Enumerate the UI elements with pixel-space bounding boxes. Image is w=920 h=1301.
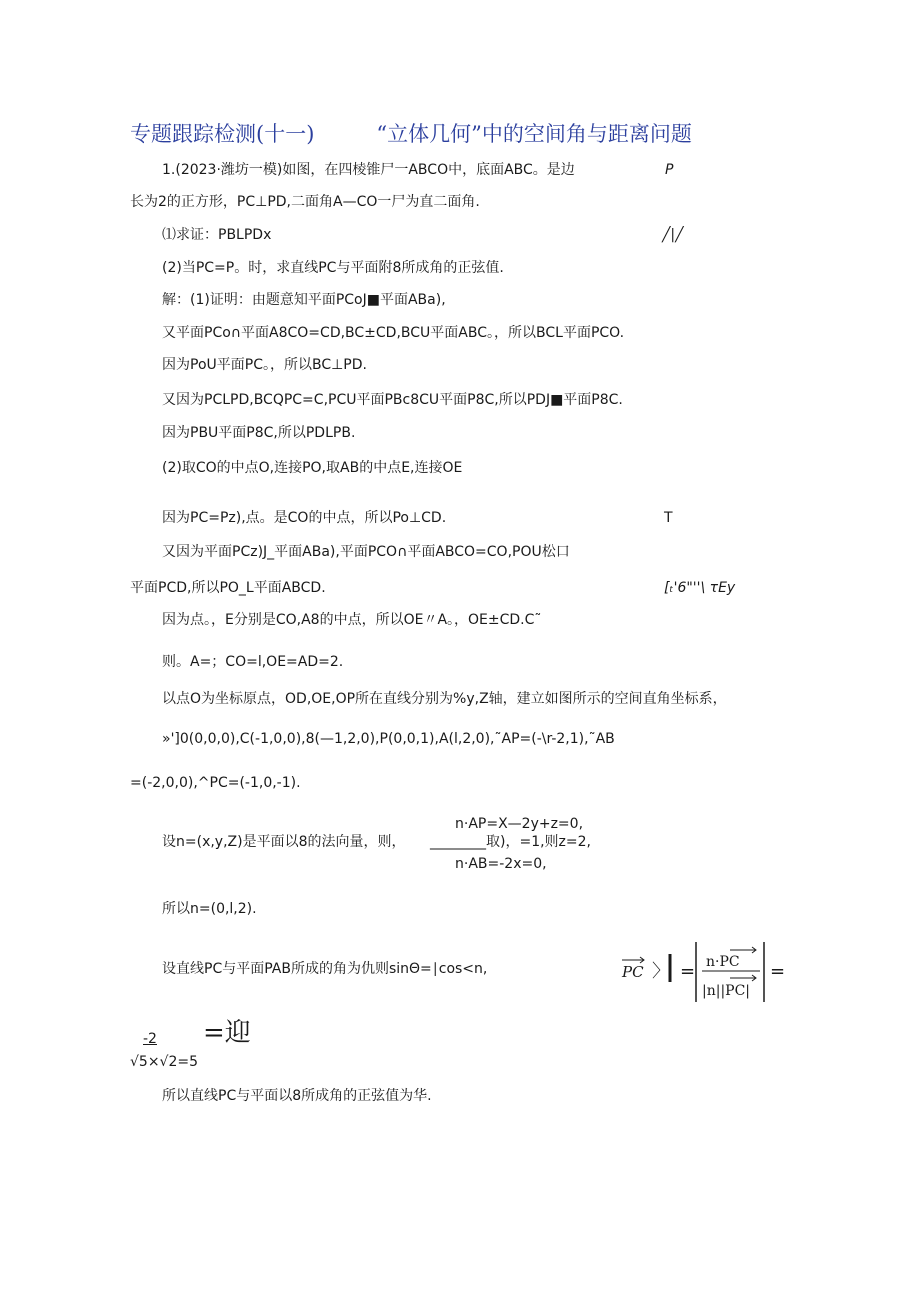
- equals-sign-left: =: [680, 961, 696, 982]
- question-2: (2)当PC=P。时，求直线PC与平面附8所成角的正弦值.: [162, 260, 504, 276]
- figure-label-t: T: [664, 510, 673, 526]
- figure-sketch: ╱|╱: [662, 227, 684, 243]
- solution-line-7: 因为PC=Pz),点。是CO的中点，所以Po⊥CD.: [162, 510, 447, 526]
- figure-label-p: P: [665, 162, 674, 178]
- solution-line-5: 因为PBU平面P8C,所以PDLPB.: [162, 425, 356, 441]
- equals-sign-right: =: [770, 961, 786, 982]
- result-equals: =迎: [203, 1018, 251, 1048]
- problem-line-2: 长为2的正方形，PC⊥PD,二面角A—CO一尸为直二面角.: [130, 194, 480, 210]
- equation-system-bottom: n·AB=-2x=0,: [455, 856, 547, 872]
- solution-line-2: 又平面PCo∩平面A8CO=CD,BC±CD,BCU平面ABC。，所以BCL平面PCO.: [162, 325, 625, 341]
- vec-pc-label: PC: [622, 963, 644, 981]
- solution-line-8: 又因为平面PCz)J_平面ABa),平面PCO∩平面ABCO=CO,POU松口: [162, 544, 570, 560]
- solution-line-12: 以点O为坐标原点，OD,OE,OP所在直线分别为%y,Z轴，建立如图所示的空间直角坐标系，: [162, 691, 727, 707]
- formula-numerator: n·PC: [706, 954, 740, 970]
- solution-line-4: 又因为PCLPD,BCQPC=C,PCU平面PBc8CU平面P8C,所以PDJ■平面P8C.: [162, 392, 623, 408]
- solution-line-1: 解：(1)证明：由题意知平面PCoJ■平面ABa),: [162, 292, 446, 308]
- formula-denominator: |n||PC|: [702, 983, 751, 999]
- solution-line-9: 平面PCD,所以PO_L平面ABCD.: [130, 580, 326, 596]
- solution-line-16: 所以n=(0,l,2).: [162, 901, 257, 917]
- figure-axes-text: [ₜ'6"''\ τEy: [664, 580, 736, 596]
- document-title: [130, 120, 692, 148]
- solution-line-17: 设直线PC与平面PAB所成的角为仇则sinΘ=∣cos<n,: [162, 961, 488, 977]
- conclusion-line: 所以直线PC与平面以8所成角的正弦值为华.: [162, 1088, 432, 1104]
- question-1: ⑴求证：PBLPDx: [162, 227, 272, 243]
- vector-formula-graphic: [618, 940, 786, 1004]
- title-part-1: 专题跟踪检测(十一): [130, 122, 315, 146]
- solution-line-11: 则。A=；CO=l,OE=AD=2.: [162, 654, 344, 670]
- angle-close-bracket: 〉: [652, 961, 670, 982]
- solution-line-14: =(-2,0,0),^PC=(-1,0,-1).: [130, 775, 301, 791]
- vector-angle-formula: [618, 940, 786, 1004]
- solution-line-3: 因为PoU平面PC。，所以BC⊥PD.: [162, 357, 367, 373]
- solution-line-6: (2)取CO的中点O,连接PO,取AB的中点E,连接OE: [162, 460, 463, 476]
- title-part-2: “立体几何”中的空间角与距离问题: [376, 122, 692, 146]
- solution-line-13: »']0(0,0,0),C(-1,0,0),8(—1,2,0),P(0,0,1),A(l,2,0),˜AP=(-\r-2,1),˜AB: [162, 731, 615, 747]
- fraction-denominator: √5×√2=5: [130, 1054, 199, 1070]
- solution-line-10: 因为点。，E分别是CO,A8的中点，所以OE〃A。，OE±CD.C˜: [162, 612, 542, 628]
- fraction-numerator: -2: [143, 1031, 157, 1047]
- problem-line-1: 1.(2023·潍坊一模)如图，在四棱锥尸一ABCO中，底面ABC。是边: [162, 162, 575, 178]
- normal-vector-text: 设n=(x,y,Z)是平面以8的法向量，则，: [162, 834, 406, 850]
- equation-system-top: n·AP=X—2y+z=0,: [455, 816, 584, 832]
- equation-system-mid: ________取)，=1,则z=2,: [430, 834, 591, 850]
